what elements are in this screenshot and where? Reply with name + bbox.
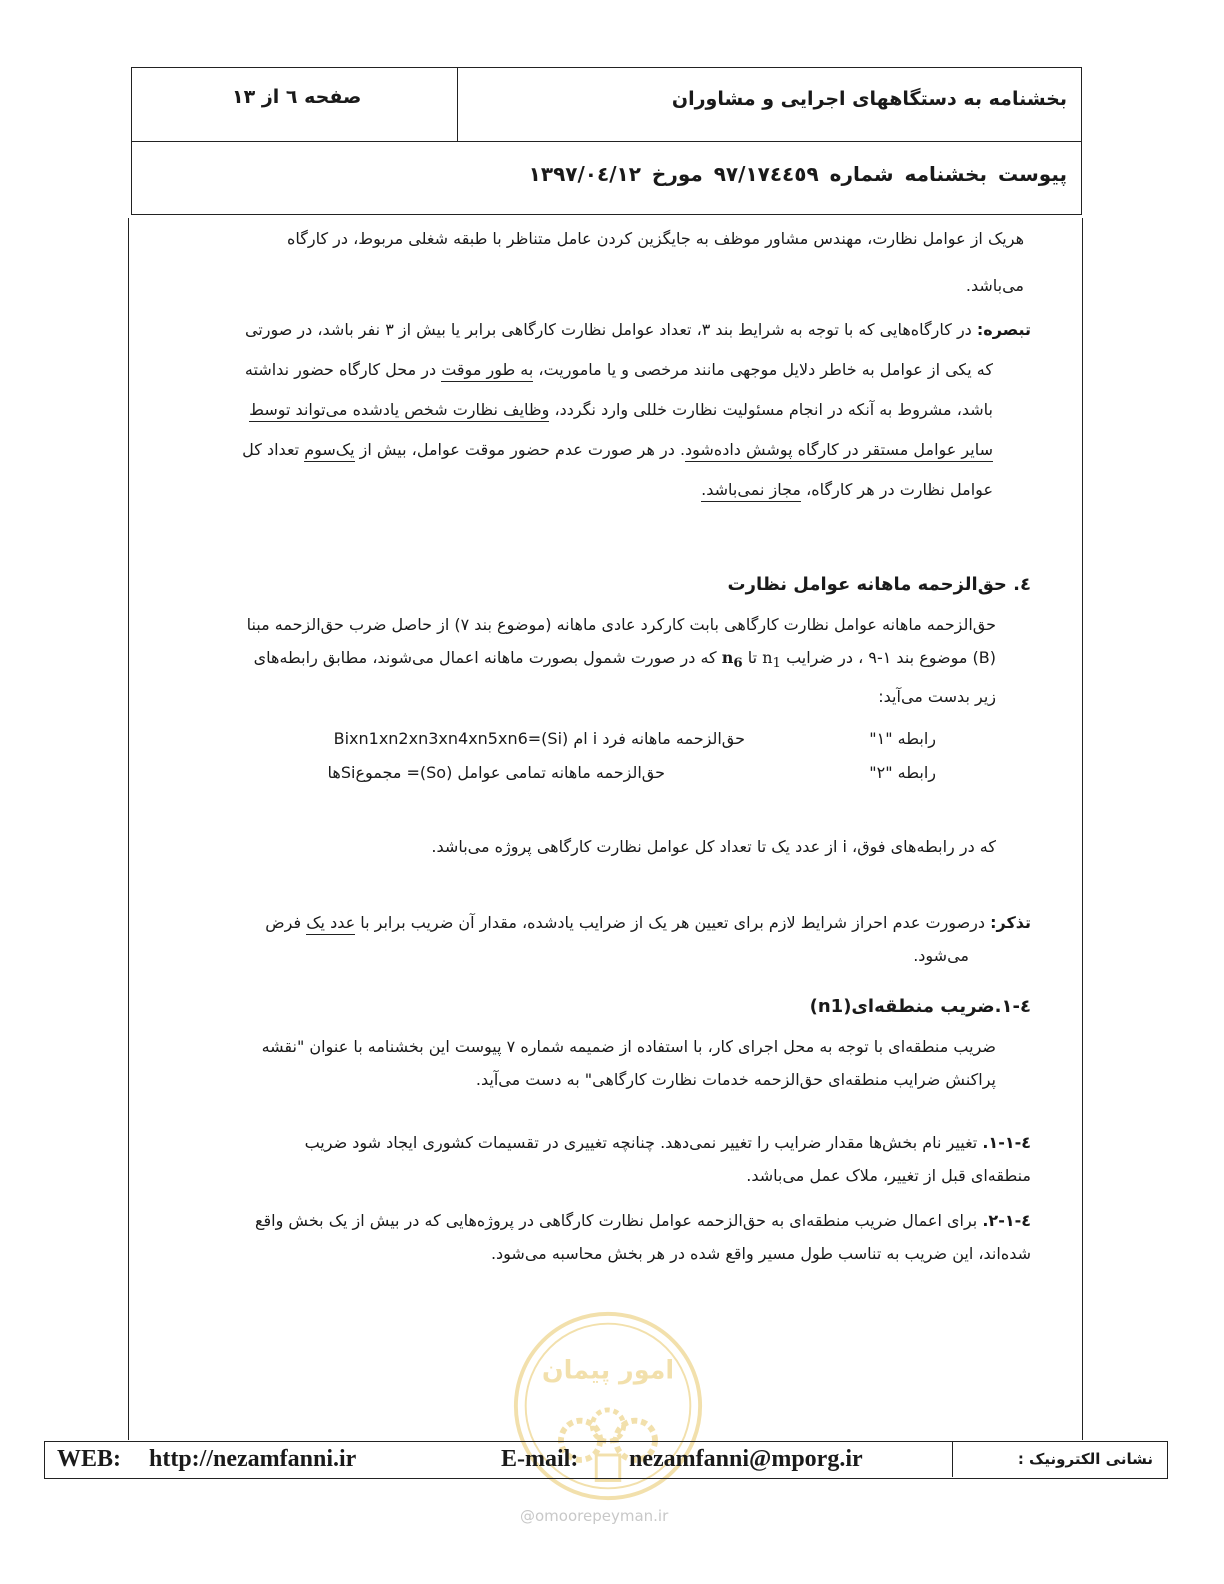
n1-symbol: n: [762, 648, 773, 667]
sec4-line2-start: (B) موضوع بند ١-٩ ، در ضرایب: [780, 648, 996, 667]
section-4-text: [166, 608, 996, 713]
p1-line2: می‌باشد.: [965, 276, 1024, 295]
note-line2-end: در محل کارگاه حضور نداشته: [244, 360, 442, 379]
relation-2-label: رابطه "٢": [869, 763, 936, 782]
reminder-underline-one: عدد یک: [306, 913, 355, 935]
sec411-line1: تغییر نام بخش‌ها مقدار ضرایب را تغییر نمی‌دهد. چنانچه تغییری در تقسیمات کشوری ایجاد شود ضریب: [304, 1133, 983, 1152]
note-line4: . در هر صورت عدم حضور موقت عوامل، بیش از: [354, 440, 686, 459]
sec411-line2: منطقه‌ای قبل از تغییر، ملاک عمل می‌باشد.: [746, 1166, 1031, 1185]
section-4-1-2: [169, 1204, 1031, 1270]
relation-1-formula: حق‌الزحمه ماهانه فرد i ام (Si)=Bixn1xn2xn3xn4xn5xn6: [333, 729, 745, 748]
note-line4-end: تعداد کل: [242, 440, 305, 459]
sec412-line2: شده‌اند، این ضریب به تناسب طول مسیر واقع شده در هر بخش محاسبه می‌شود.: [490, 1244, 1031, 1263]
reminder-label: تذکر:: [990, 913, 1031, 932]
footer-label: نشانی الکترونیک :: [952, 1442, 1167, 1477]
n1-subscript: 1: [772, 656, 781, 672]
sec4-to: تا: [742, 648, 763, 667]
section-4-1-title: ٤-١.ضریب منطقه‌ای(n1): [809, 996, 1031, 1017]
document-header: [131, 67, 1082, 215]
seal-text: امور پیمان: [541, 1355, 675, 1386]
section-4-1-1: [169, 1126, 1031, 1192]
note-line2: که یکی از عوامل به خاطر دلایل موجهی مانند مرخصی و یا ماموریت،: [533, 360, 993, 379]
note-label: تبصره:: [976, 320, 1031, 339]
sec4-line2-end: که در صورت شمول بصورت ماهانه اعمال می‌شوند، مطابق رابطه‌های: [253, 648, 722, 667]
paragraph-1: [164, 222, 1024, 302]
n6-subscript: 6: [733, 655, 743, 672]
note-underline-third: یک‌سوم: [304, 440, 354, 462]
email-link[interactable]: nezamfanni@mporg.ir: [629, 1446, 863, 1472]
note-underline-not-allowed: مجاز نمی‌باشد.: [701, 480, 801, 502]
note-underline-other-staff: سایر عوامل مستقر در کارگاه پوشش داده‌شود: [685, 440, 993, 462]
sec4-line2: [166, 641, 996, 680]
footer-bar: [44, 1441, 1168, 1479]
relation-2-formula: حق‌الزحمه ماهانه تمامی عوامل (So)= مجموعSiها: [327, 763, 665, 782]
email-label: E-mail:: [501, 1446, 579, 1472]
reminder-block: [169, 906, 1031, 972]
section-4-1-text: [168, 1030, 996, 1096]
note-line1: در کارگاه‌هایی که با توجه به شرایط بند ٣، تعداد عوامل نظارت کارگاهی برابر یا بیش از ٣ نفر باشد، در صورتی: [244, 320, 977, 339]
sec411-number: ٤-١-١.: [982, 1133, 1031, 1152]
sec41-line1: ضریب منطقه‌ای با توجه به محل اجرای کار، با استفاده از ضمیمه شماره ٧ پیوست این بخشنامه با عنوان "نقشه: [261, 1037, 996, 1056]
relation-1-label: رابطه "١": [869, 729, 936, 748]
note-underline-temporary: به طور موقت: [441, 360, 533, 382]
sec4-line1: حق‌الزحمه ماهانه عوامل نظارت کارگاهی بابت کارکرد عادی ماهانه (موضوع بند ٧) از حاصل ضرب حق‌الزحمه مبنا: [246, 615, 996, 634]
sec412-line1: برای اعمال ضریب منطقه‌ای به حق‌الزحمه عوامل نظارت کارگاهی در پروژه‌هایی که در بیش از یک بخش واقع: [255, 1211, 983, 1230]
reminder-line1: درصورت عدم احراز شرایط لازم برای تعیین هر یک از ضرایب یادشده، مقدار آن ضریب برابر با: [355, 913, 991, 932]
watermark-text: @omoorepeyman.ir: [520, 1507, 669, 1525]
section-4-title: ٤. حق‌الزحمه ماهانه عوامل نظارت: [727, 574, 1031, 595]
note-line3: باشد، مشروط به آنکه در انجام مسئولیت نظارت خللی وارد نگردد،: [549, 400, 993, 419]
relations-explanation: که در رابطه‌های فوق، i از عدد یک تا تعداد کل عوامل نظارت کارگاهی پروژه می‌باشد.: [431, 837, 996, 856]
n6-symbol: n: [721, 648, 734, 667]
attachment-reference: پیوست بخشنامه شماره ٩٧/١٧٤٤٥٩ مورخ ١٣٩٧/٠٤/١٢: [528, 162, 1067, 186]
page-number: صفحه ٦ از ١٣: [232, 86, 362, 108]
note-block: [161, 310, 1031, 510]
p1-line1: هریک از عوامل نظارت، مهندس مشاور موظف به جایگزین کردن عامل متناظر با طبقه شغلی مربوط، در کارگاه: [286, 229, 1024, 248]
sec41-line2: پراکنش ضرایب منطقه‌ای حق‌الزحمه خدمات نظارت کارگاهی" به دست می‌آید.: [475, 1070, 996, 1089]
web-label: WEB:: [57, 1446, 122, 1472]
header-divider: [457, 68, 458, 141]
reminder-line2: می‌شود.: [913, 946, 969, 965]
header-top-row: [132, 68, 1081, 142]
web-url-link[interactable]: http://nezamfanni.ir: [149, 1446, 357, 1472]
header-title: بخشنامه به دستگاههای اجرایی و مشاوران: [671, 88, 1067, 110]
sec412-number: ٤-١-٢.: [982, 1211, 1031, 1230]
note-underline-duties: وظایف نظارت شخص یادشده می‌تواند توسط: [249, 400, 549, 422]
reminder-line1-end: فرض: [265, 913, 307, 932]
sec4-line3: زیر بدست می‌آید:: [878, 687, 996, 707]
note-line5: عوامل نظارت در هر کارگاه،: [801, 480, 993, 499]
